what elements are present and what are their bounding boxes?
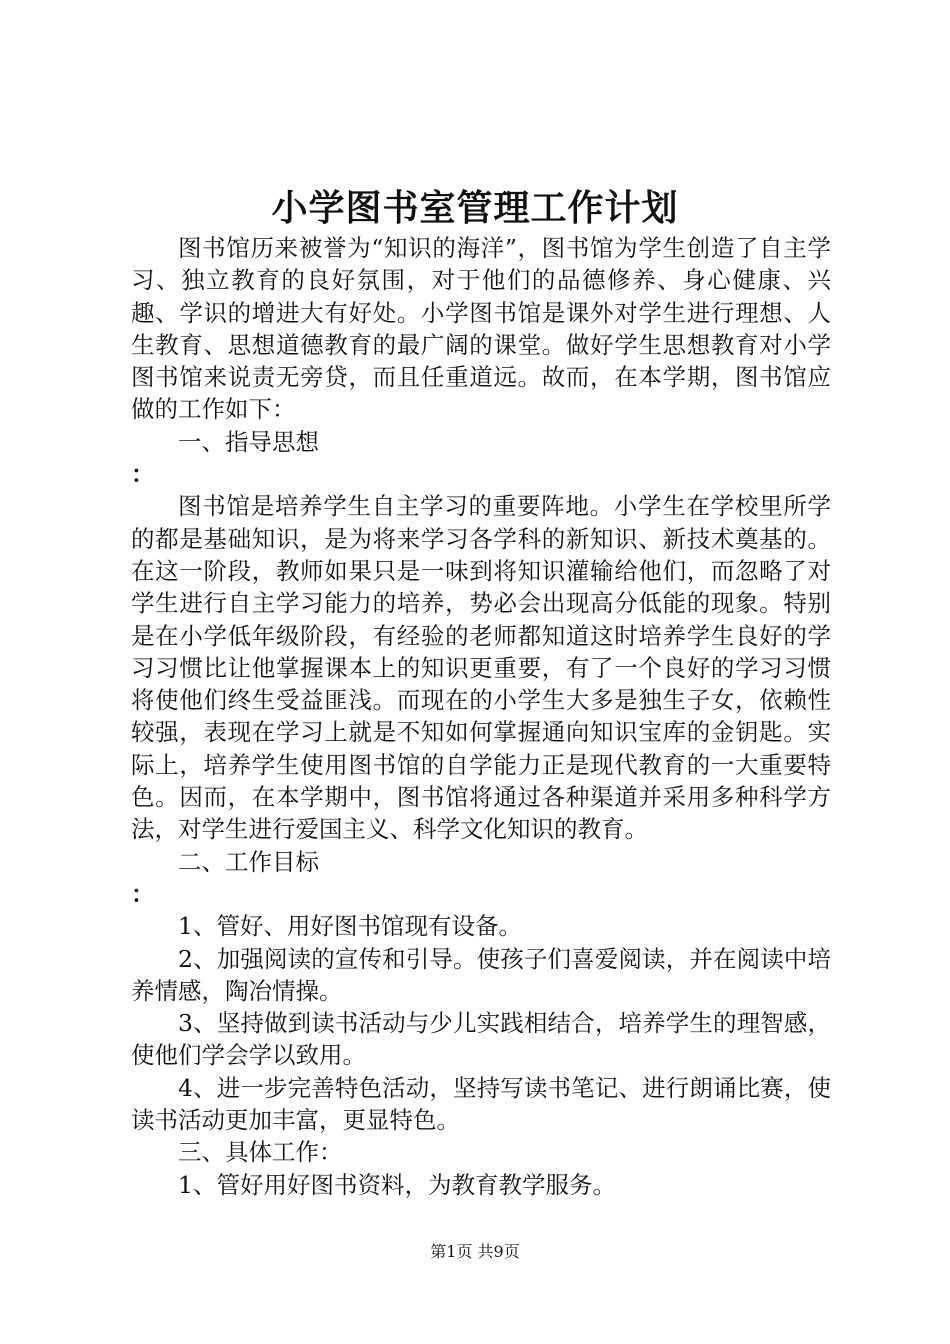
- section-heading-work-goals: 二、工作目标: [178, 847, 319, 876]
- colon-line: ：: [131, 460, 155, 489]
- page-footer: 第1页 共9页: [430, 1242, 520, 1261]
- goal-item: 3、坚持做到读书活动与少儿实践相结合，培养学生的理智感，使他们学会学以致用。: [131, 1009, 831, 1070]
- work-item: 1、管好用好图书资料，为教育教学服务。: [178, 1170, 616, 1199]
- goal-item: 2、加强阅读的宣传和引导。使孩子们喜爱阅读，并在阅读中培养情感，陶冶情操。: [131, 944, 831, 1005]
- goal-item: 1、管好、用好图书馆现有设备。: [178, 912, 522, 941]
- intro-paragraph: 图书馆历来被誉为“知识的海洋”，图书馆为学生创造了自主学习、独立教育的良好氛围，对于他们的品德修养、身心健康、兴趣、学识的增进大有好处。小学图书馆是课外对学生进行理想、人生教育、思想道德教育的最广阔的课堂。做好学生思想教育对小学图书馆来说责无旁贷，而且任重道远。故而，在本学期，图书馆应做的工作如下：: [131, 234, 831, 424]
- section-heading-specific-work: 三、具体工作：: [178, 1138, 343, 1167]
- document-body: [131, 232, 831, 1201]
- goal-item: 4、进一步完善特色活动，坚持写读书笔记、进行朗诵比赛，使读书活动更加丰富，更显特色。: [131, 1073, 831, 1135]
- section-heading-guiding-ideology: 一、指导思想: [178, 427, 319, 456]
- colon-line: ：: [131, 879, 155, 908]
- document-title: 小学图书室管理工作计划: [271, 187, 679, 229]
- guiding-ideology-paragraph: 图书馆是培养学生自主学习的重要阵地。小学生在学校里所学的都是基础知识，是为将来学习各学科的新知识、新技术奠基的。在这一阶段，教师如果只是一味到将知识灌输给他们，而忽略了对学生进行自主学习能力的培养，势必会出现高分低能的现象。特别是在小学低年级阶段，有经验的老师都知道这时培养学生良好的学习习惯比让他掌握课本上的知识更重要，有了一个良好的学习习惯将使他们终生受益匪浅。而现在的小学生大多是独生子女，依赖性较强，表现在学习上就是不知如何掌握通向知识宝库的金钥匙。实际上，培养学生使用图书馆的自学能力正是现代教育的一大重要特色。因而，在本学期中，图书馆将通过各种渠道并采用多种科学方法，对学生进行爱国主义、科学文化知识的教育。: [131, 492, 831, 844]
